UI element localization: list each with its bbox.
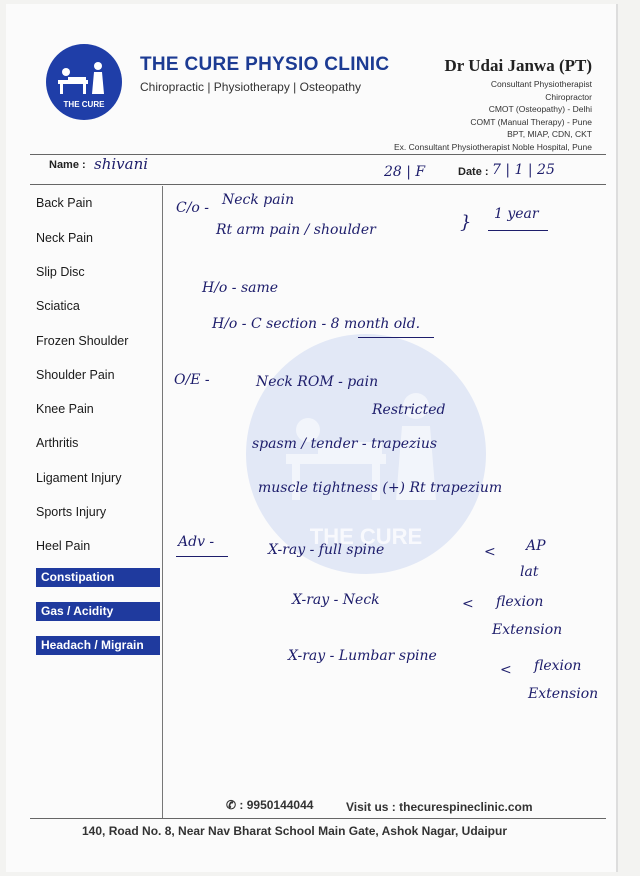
complaint-duration: 1 year [494,206,539,222]
sidebar-highlight-item: Headach / Migrain [36,636,160,655]
advice-view: Extension [492,622,563,638]
complaint-line: Rt arm pain / shoulder [216,222,376,238]
clinic-address: 140, Road No. 8, Near Nav Bharat School Main Gate, Ashok Nagar, Udaipur [82,824,508,838]
advice-line: X-ray - Lumbar spine [288,648,437,664]
advice-line: X-ray - full spine [268,542,385,558]
complaint-label: C/o - [176,200,210,216]
sidebar-highlight-item: Gas / Acidity [36,602,160,621]
complaint-line: Neck pain [222,192,295,208]
advice-view: Extension [528,686,599,702]
prescription-page [6,4,616,872]
doctor-qualification: Consultant Physiotherapist [490,79,592,89]
date-label: Date : [458,166,489,178]
arrow-icon: < [500,662,512,678]
sidebar-item: Frozen Shoulder [36,334,129,348]
exam-line: muscle tightness (+) Rt trapezium [258,480,503,496]
history-underline [358,337,434,338]
phone-icon: ✆ : [226,798,247,812]
doctor-qualification: CMOT (Osteopathy) - Delhi [488,104,592,114]
advice-view: lat [520,564,539,580]
advice-view: flexion [496,594,544,610]
sidebar-item: Back Pain [36,196,93,210]
exam-line: Restricted [372,402,446,418]
sidebar-item: Heel Pain [36,539,91,553]
exam-line: Neck ROM - pain [256,374,379,390]
website: Visit us : thecurespineclinic.com [346,800,533,814]
visit-date: 7 | 1 | 25 [492,162,555,178]
doctor-qualification: Ex. Consultant Physiotherapist Noble Hospital, Pune [394,141,592,152]
sidebar-divider [162,186,163,818]
sidebar-highlight-item: Constipation [36,568,160,587]
sidebar-item: Neck Pain [36,231,93,245]
exam-label: O/E - [174,372,210,388]
arrow-icon: < [462,596,474,612]
advice-line: X-ray - Neck [292,592,380,608]
doctor-name: Dr Udai Janwa (PT) [444,56,592,75]
clinic-logo [46,44,122,120]
watermark-logo [246,334,486,574]
advice-label: Adv - [178,534,215,550]
patient-line-divider [30,184,606,185]
doctor-qualification: BPT, MIAP, CDN, CKT [507,129,592,139]
duration-underline [488,230,548,231]
doctor-qualification: COMT (Manual Therapy) - Pune [470,116,592,127]
history-line: H/o - same [202,280,279,296]
exam-line: spasm / tender - trapezius [252,436,438,452]
watermark-text: THE CURE [309,524,423,549]
advice-view: AP [526,538,546,554]
phone-row [226,798,313,812]
clinic-tagline: Chiropractic | Physiotherapy | Osteopathy [140,80,362,94]
sidebar-item: Ligament Injury [36,471,122,485]
doctor-qualification: Chiropractor [545,91,592,102]
advice-view: flexion [534,658,582,674]
clinic-name: THE CURE PHYSIO CLINIC [140,54,390,75]
advice-underline [176,556,228,557]
sidebar-item: Slip Disc [36,265,85,279]
patient-age-sex: 28 | F [384,164,426,180]
sidebar-item: Sciatica [36,299,80,313]
sidebar-item: Arthritis [36,436,79,450]
history-line: H/o - C section - 8 month old. [212,316,421,332]
doctor-info [394,56,592,153]
footer-divider [30,818,606,819]
sidebar-item: Knee Pain [36,402,94,416]
sidebar-item: Shoulder Pain [36,368,115,382]
phone-number: 9950144044 [246,798,314,812]
logo-text: THE CURE [63,100,105,109]
complaint-bracket: } [460,212,472,233]
name-label: Name : [49,159,86,171]
sidebar-item: Sports Injury [36,505,107,519]
arrow-icon: < [484,544,496,560]
patient-name: shivani [94,155,149,173]
